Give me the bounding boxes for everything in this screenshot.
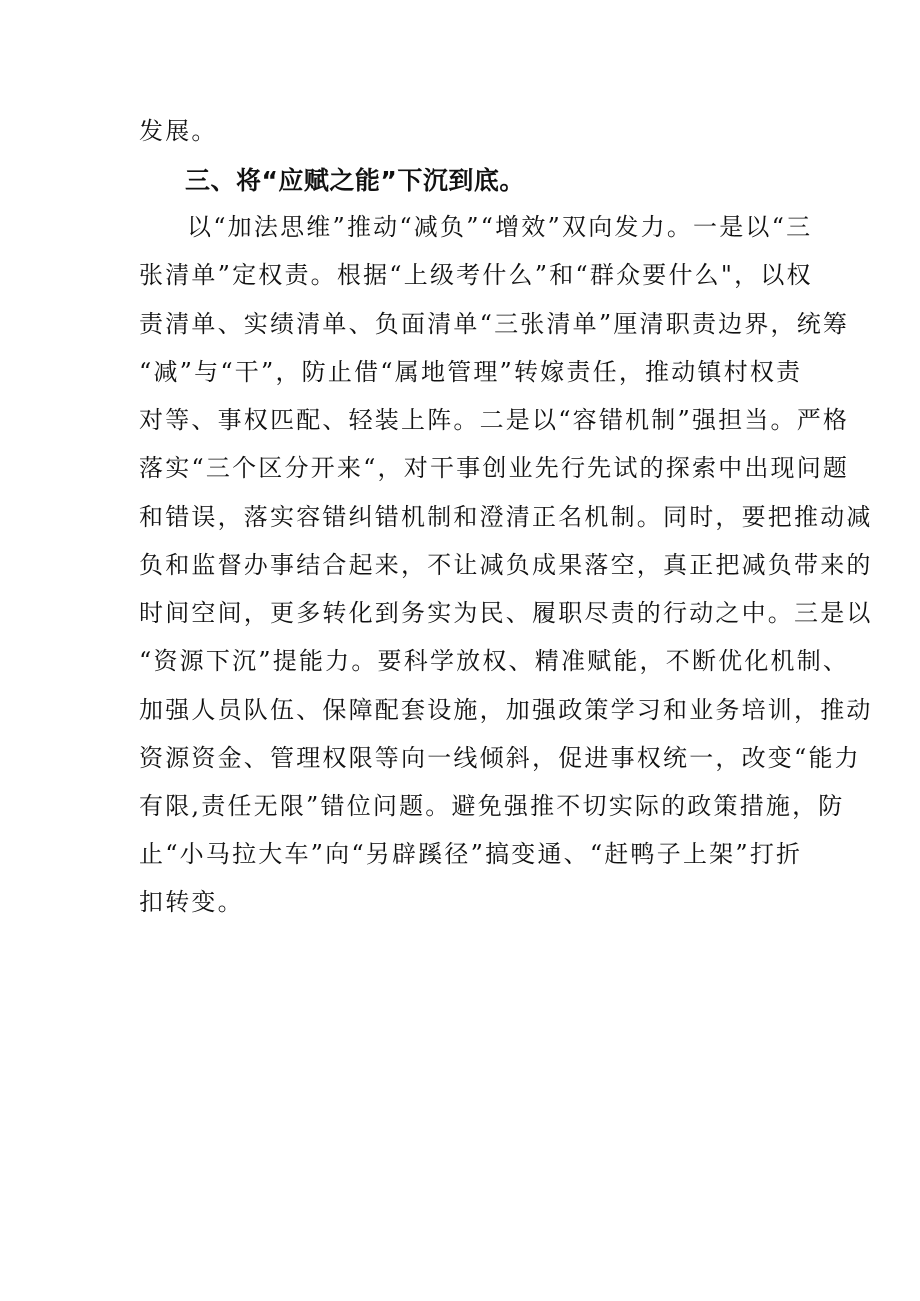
paragraph-line: 时间空间，更多转化到务实为民、履职尽责的行动之中。三是以 bbox=[139, 599, 873, 627]
paragraph-line: “减”与“干”，防止借“属地管理”转嫁责任，推动镇村权责 bbox=[139, 358, 803, 386]
paragraph-line: 加强人员队伍、保障配套设施，加强政策学习和业务培训，推动 bbox=[139, 696, 873, 724]
paragraph-line: 负和监督办事结合起来，不让减负成果落空，真正把减负带来的 bbox=[139, 551, 873, 579]
paragraph-line: “资源下沉”提能力。要科学放权、精准赋能，不断优化机制、 bbox=[139, 647, 850, 675]
paragraph-line: 扣转变。 bbox=[139, 888, 244, 916]
paragraph-line: 止“小马拉大车”向“另辟蹊径”搞变通、“赶鸭子上架”打折 bbox=[139, 840, 803, 868]
paragraph-line: 责清单、实绩清单、负面清单“三张清单”厘清职责边界，统筹 bbox=[139, 310, 850, 338]
section-heading: 三、将“应赋之能”下沉到底。 bbox=[185, 166, 525, 195]
paragraph-line: 对等、事权匹配、轻装上阵。二是以“容错机制”强担当。严格 bbox=[139, 406, 850, 434]
paragraph-line: 资源资金、管理权限等向一线倾斜，促进事权统一，改变“能力 bbox=[139, 744, 861, 772]
carryover-line: 发展。 bbox=[139, 117, 218, 145]
paragraph-line: 张清单”定权责。根据“上级考什么”和“群众要什么"，以权 bbox=[139, 261, 813, 289]
paragraph-line: 以“加法思维”推动“减负”“增效”双向发力。一是以“三 bbox=[187, 213, 813, 241]
paragraph-line: 和错误，落实容错纠错机制和澄清正名机制。同时，要把推动减 bbox=[139, 503, 873, 531]
paragraph-line: 有限,责任无限”错位问题。避免强推不切实际的政策措施，防 bbox=[139, 792, 845, 820]
paragraph-line: 落实“三个区分开来“，对干事创业先行先试的探索中出现问题 bbox=[139, 454, 850, 482]
